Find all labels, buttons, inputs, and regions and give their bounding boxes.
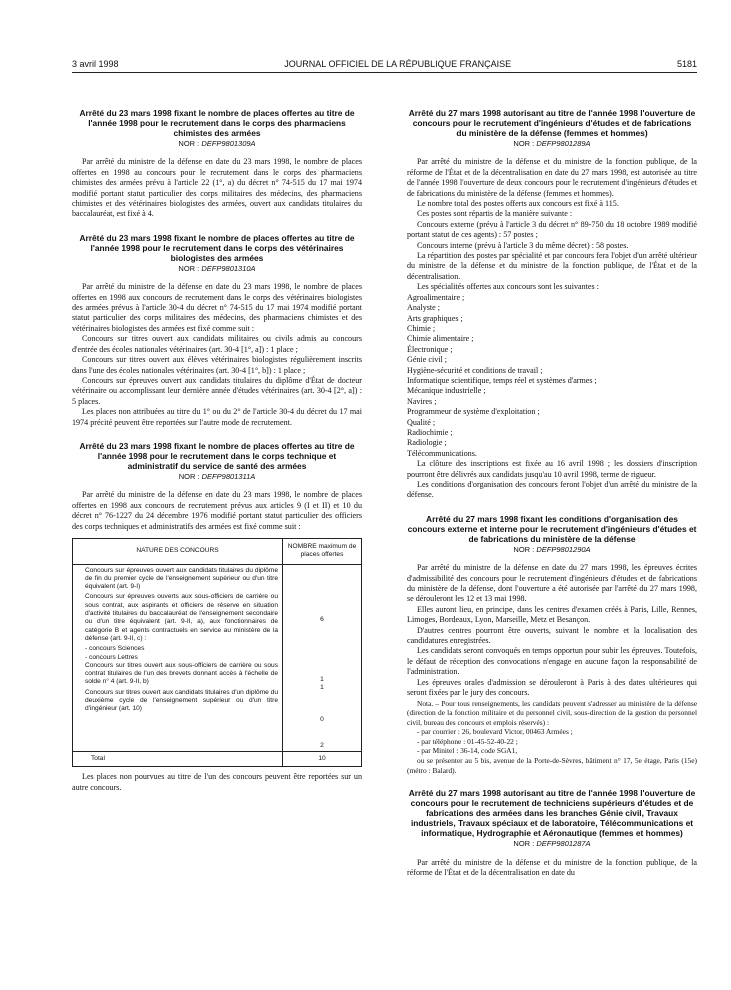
arrete-title: Arrêté du 23 mars 1998 fixant le nombre de places offertes au titre de l'année 1998 pour le recrutement dans le corps technique et administratif du service de santé des armées [79, 440, 355, 471]
concours-table [72, 538, 362, 767]
arrete-pharmaciens [72, 108, 362, 220]
list-item: Chimie ; [407, 323, 436, 333]
arrete-title: Arrêté du 23 mars 1998 fixant le nombre de places offertes au titre de l'année 1998 pour le recrutement dans le corps des pharmaciens chimistes des armées [79, 108, 355, 138]
list-item: Génie civil ; [407, 355, 448, 365]
table-row-label: Concours sur titres ouvert aux sous-officiers de carrière ou sous contrat titulaires de l'un des brevets donnant accès à l'échelle de solde n° 4 (art. 9-II, b) [85, 661, 278, 686]
arrete-title: Arrêté du 27 mars 1998 autorisant au titre de l'année 1998 l'ouverture de concours pour le recrutement de techniciens supérieurs d'études et de fabrications des armées dans les branches Génie civil, Travaux industriels, Travaux spéciaux et de laboratoire, Télécommunications et informatique, Hydrographie et Aéronautique (femmes et hommes) [408, 788, 696, 839]
paragraph: Elles auront lieu, en principe, dans les centres d'examen créés à Paris, Lille, Rennes, Limoges, Bordeaux, Lyon, Marseille, Metz et Besançon. [407, 604, 697, 625]
table-row-label: - concours Lettres [85, 653, 138, 661]
nota-text: Nota. – Pour tous renseignements, les candidats peuvent s'adresser au ministère de la défense (direction de la fonction militaire et du personnel civil, sous-direction de la gestion du personnel civil, bureau des concours et emplois réservés) : [407, 698, 697, 727]
paragraph: Par arrêté du ministre de la défense en date du 27 mars 1998, les épreuves écrites d'admissibilité des concours pour le recrutement d'ingénieurs d'études et de fabrications du ministère de la défense, dont l'ouverture a été autorisée par l'arrêté du 27 mars 1998, se dérouleront les 12 et 13 mai 1998. [407, 563, 697, 604]
header-date: 3 avril 1998 [72, 59, 119, 69]
paragraph: Les spécialités offertes aux concours sont les suivantes : [417, 282, 599, 292]
paragraph: Concours externe (prévu à l'article 3 du décret n° 89-750 du 18 octobre 1989 modifié portant statut de ces agents) : 57 postes ; [407, 219, 697, 240]
column-header-nature: NATURE DES CONCOURS [73, 538, 283, 564]
nor-reference: NOR : DEFP9801310A [178, 263, 256, 273]
paragraph: Les épreuves orales d'admission se dérouleront à Paris à des dates ultérieures qui seront fixées par le jury des concours. [407, 677, 697, 698]
list-item: Agroalimentaire ; [407, 292, 465, 302]
list-item: Programmeur de système d'exploitation ; [407, 407, 540, 417]
table-header-row [73, 538, 362, 564]
nombre-cell [283, 564, 362, 751]
paragraph: Les places non pourvues au titre de l'un des concours peuvent être reportées sur un autre concours. [72, 772, 362, 792]
right-column [407, 108, 697, 891]
paragraph: La clôture des inscriptions est fixée au 16 avril 1998 ; les dossiers d'inscription pourront être délivrés aux candidats jusqu'au 10 avril 1998, terme de rigueur. [407, 459, 697, 479]
paragraph: Concours interne (prévu à l'article 3 du même décret) : 58 postes. [417, 240, 629, 250]
list-item: Navires ; [407, 396, 437, 406]
page-header [72, 0, 697, 73]
paragraph: Par arrêté du ministre de la défense et du ministre de la fonction publique, de la réforme de l'État et de la décentralisation en date du [407, 857, 697, 878]
table-row-label: Concours sur titres ouvert aux candidats titulaires d'un diplôme du deuxième cycle de l'enseignement supérieur ou d'un titre d'ingénieur (art. 10) [85, 688, 278, 713]
paragraph: Par arrêté du ministre de la défense en date du 23 mars 1998, le nombre de places offertes en 1998 aux concours de recrutement prévus aux articles 9 (I et II) et 10 du décret n° 76-1227 du 24 décembre 1976 modifié portant statut particulier des officiers des corps techniques et administratifs des armées est fixé comme suit : [72, 490, 362, 531]
total-value: 10 [283, 752, 362, 767]
paragraph: D'autres centres pourront être ouverts, suivant le nombre et la localisation des candidatures enregistrées. [407, 625, 697, 646]
list-item: Radiologie ; [407, 438, 447, 448]
paragraph: Les places non attribuées au titre du 1° ou du 2° de l'article 30-4 du décret du 17 mai 1974 précité peuvent être reportées sur l'autre mode de recrutement. [72, 407, 362, 427]
list-item: Hygiène-sécurité et conditions de travail ; [407, 365, 543, 375]
paragraph: Ces postes sont répartis de la manière suivante : [417, 209, 573, 219]
table-total-row [73, 752, 362, 767]
list-item: Radiochimie ; [407, 427, 453, 437]
header-journal-title: JOURNAL OFFICIEL DE LA RÉPUBLIQUE FRANÇAISE [284, 59, 512, 69]
total-label: Total [73, 752, 283, 767]
list-item: Qualité ; [407, 417, 436, 427]
nota-text: ou se présenter au 5 bis, avenue de la Porte-de-Sèvres, bâtiment n° 17, 5e étage, Paris (15e) (métro : Balard). [407, 756, 697, 775]
table-value: 1 [320, 675, 324, 683]
two-column-body [72, 108, 697, 891]
paragraph: Les conditions d'organisation des concours feront l'objet d'un arrêté du ministre de la défense. [407, 480, 697, 500]
paragraph: Par arrêté du ministre de la défense en date du 23 mars 1998, le nombre de places offertes en 1998 aux concours de recrutement dans le corps des vétérinaires biologistes des armées prévus à l'article 30-4 du décret n° 74-515 du 17 mai 1974 modifié portant statut particulier des corps militaires des médecins, des pharmaciens chimistes et des vétérinaires biologistes des armées est fixé comme suit : [72, 282, 362, 333]
arrete-corps-technique [72, 441, 362, 793]
nor-reference: NOR : DEFP9801289A [513, 139, 591, 148]
nota-block [407, 699, 697, 776]
list-item: Chimie alimentaire ; [407, 334, 474, 344]
list-item: Arts graphiques ; [407, 313, 463, 323]
header-page-number: 5181 [676, 59, 697, 69]
table-row-label: Concours sur épreuves ouvert aux candidats titulaires du diplôme de fin du premier cycle de l'enseignement supérieur ou d'un titre équivalent (art. 9-I) [85, 566, 278, 591]
nota-text: - par téléphone : 01-45-52-40-22 ; [417, 736, 518, 746]
arrete-veterinaires [72, 233, 362, 428]
nature-cell [73, 564, 283, 751]
list-item: Électronique ; [407, 344, 453, 354]
arrete-ingenieurs-conditions [407, 514, 697, 775]
table-body-row [73, 564, 362, 751]
paragraph: Par arrêté du ministre de la défense et du ministre de la fonction publique, de la réforme de l'État et de la décentralisation en date du 27 mars 1998, est autorisée au titre de l'année 1998 l'ouverture de deux concours pour le recrutement d'ingénieurs d'études et de fabrications du ministère de la défense (femmes et hommes). [407, 157, 697, 198]
nota-text: - par Minitel : 36-14, code SGA1, [417, 746, 518, 756]
list-item: Télécommunications. [407, 448, 477, 458]
list-item: Informatique scientifique, temps réel et systèmes d'armes ; [407, 375, 597, 385]
arrete-title: Arrêté du 23 mars 1998 fixant le nombre de places offertes au titre de l'année 1998 pour le recrutement dans le corps des vétérinaires biologistes des armées [79, 232, 355, 263]
table-value: 0 [320, 716, 324, 724]
paragraph: Le nombre total des postes offerts aux concours est fixé à 115. [417, 199, 619, 209]
list-item: Mécanique industrielle ; [407, 386, 486, 396]
nota-text: - par courrier : 26, boulevard Victor, 00463 Armées ; [417, 727, 573, 737]
list-item: Analyste ; [407, 303, 441, 313]
table-row-label: - concours Sciences [85, 645, 145, 653]
specialites-list [407, 293, 697, 460]
paragraph: Concours sur titres ouvert aux élèves vétérinaires biologistes régulièrement inscrits dans l'une des écoles nationales vétérinaires (art. 30-4 [1°, b]) : 1 place ; [72, 355, 362, 375]
table-value: 1 [320, 684, 324, 692]
arrete-title: Arrêté du 27 mars 1998 autorisant au titre de l'année 1998 l'ouverture de concours pour le recrutement d'ingénieurs d'études et de fabrications du ministère de la défense (femmes et hommes) [408, 108, 696, 138]
left-column [72, 108, 362, 891]
arrete-techniciens-ouverture [407, 788, 697, 878]
nor-reference: NOR : DEFP9801309A [178, 139, 256, 148]
paragraph: La répartition des postes par spécialité et par concours fera l'objet d'un arrêté ultérieur du ministre de la défense et du ministre de la fonction publique, de l'État et de la décentralisation. [407, 251, 697, 281]
table-value: 2 [320, 741, 324, 749]
table-row-label: Concours sur épreuves ouverts aux sous-officiers de carrière ou sous contrat, aux aspirants et officiers de réserve en situation d'activité titulaires du baccalauréat de l'enseignement secondaire ou d'un titre équivalent (art. 9-II, a), aux fonctionnaires de catégorie B et agents contractuels en service au ministère de la défense (art. 9-II, c) : [85, 593, 278, 642]
nor-reference: NOR : DEFP9801311A [178, 471, 256, 481]
nor-reference: NOR : DEFP9801287A [513, 839, 591, 849]
arrete-title: Arrêté du 27 mars 1998 fixant les conditions d'organisation des concours externe et interne pour le recrutement d'ingénieurs d'études et de fabrications du ministère de la défense [407, 513, 697, 544]
paragraph: Concours sur épreuves ouvert aux candidats titulaires du diplôme d'État de docteur vétérinaire ou accomplissant leur dernière année d'études vétérinaires (art. 30-4 [2°, a]) : 5 places. [72, 375, 362, 406]
table-value: 6 [320, 615, 324, 623]
paragraph: Les candidats seront convoqués en temps opportun pour subir les épreuves. Toutefois, le défaut de réception des convocations n'engage en aucune façon la responsabilité de l'administration. [407, 646, 697, 677]
nor-reference: NOR : DEFP9801290A [513, 544, 591, 554]
paragraph: Concours sur titres ouvert aux candidats militaires ou civils admis au concours d'entrée des écoles nationales vétérinaires (art. 30-4 [1°, a]) : 1 place ; [72, 334, 362, 354]
column-header-nombre: NOMBRE maximum de places offertes [283, 538, 362, 564]
arrete-ingenieurs-ouverture [407, 108, 697, 501]
paragraph: Par arrêté du ministre de la défense en date du 23 mars 1998, le nombre de places offertes en 1998 au concours pour le recrutement dans le corps des pharmaciens chimistes des armées prévu à l'article 22 (1°, a) du décret n° 74-515 du 17 mai 1974 modifié portant statut particulier des corps militaires des médecins, des pharmaciens chimistes et des vétérinaires biologistes des armées, ouvert aux candidats titulaires du baccalauréat, est fixé à 4. [72, 157, 362, 219]
